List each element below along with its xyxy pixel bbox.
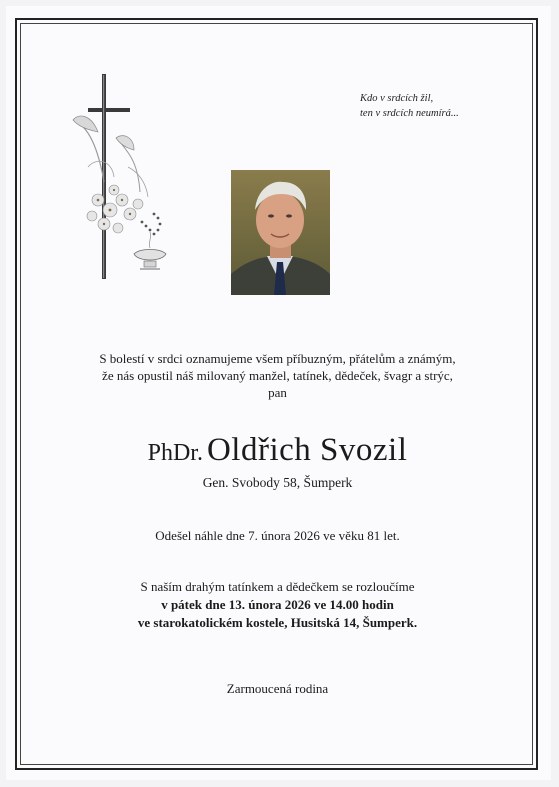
- death-notice: Odešel náhle dne 7. února 2026 ve věku 81 let.: [155, 528, 400, 543]
- announcement-line-1: S bolestí v srdci oznamujeme všem příbuzným, přátelům a známým,: [99, 351, 456, 366]
- signature: Zarmoucená rodina: [226, 681, 329, 696]
- funeral-line-1: S naším drahým tatínkem a dědečkem se rozloučíme: [140, 579, 415, 594]
- full-name: Oldřich Svozil: [206, 432, 408, 468]
- cross-with-lilies-icon: [68, 72, 178, 287]
- funeral-date-time: v pátek dne 13. února 2026 ve 14.00 hodin: [161, 597, 394, 612]
- announcement-line-2: že nás opustil náš milovaný manžel, tatínek, dědeček, švagr a strýc,: [102, 368, 453, 383]
- motto-line-2: ten v srdcích neumírá...: [360, 108, 459, 119]
- academic-title: PhDr.: [147, 440, 203, 466]
- motto-line-1: Kdo v srdcích žil,: [360, 93, 434, 104]
- deceased-name: [40, 430, 515, 476]
- motto-quote: [360, 91, 510, 121]
- portrait-photo: [231, 170, 330, 295]
- announcement-line-3: pan: [268, 385, 287, 400]
- deceased-address: Gen. Svobody 58, Šumperk: [202, 475, 353, 490]
- announcement-text: [40, 350, 515, 401]
- funeral-location: ve starokatolickém kostele, Husitská 14, Šumperk.: [137, 615, 418, 630]
- funeral-info: [40, 578, 515, 632]
